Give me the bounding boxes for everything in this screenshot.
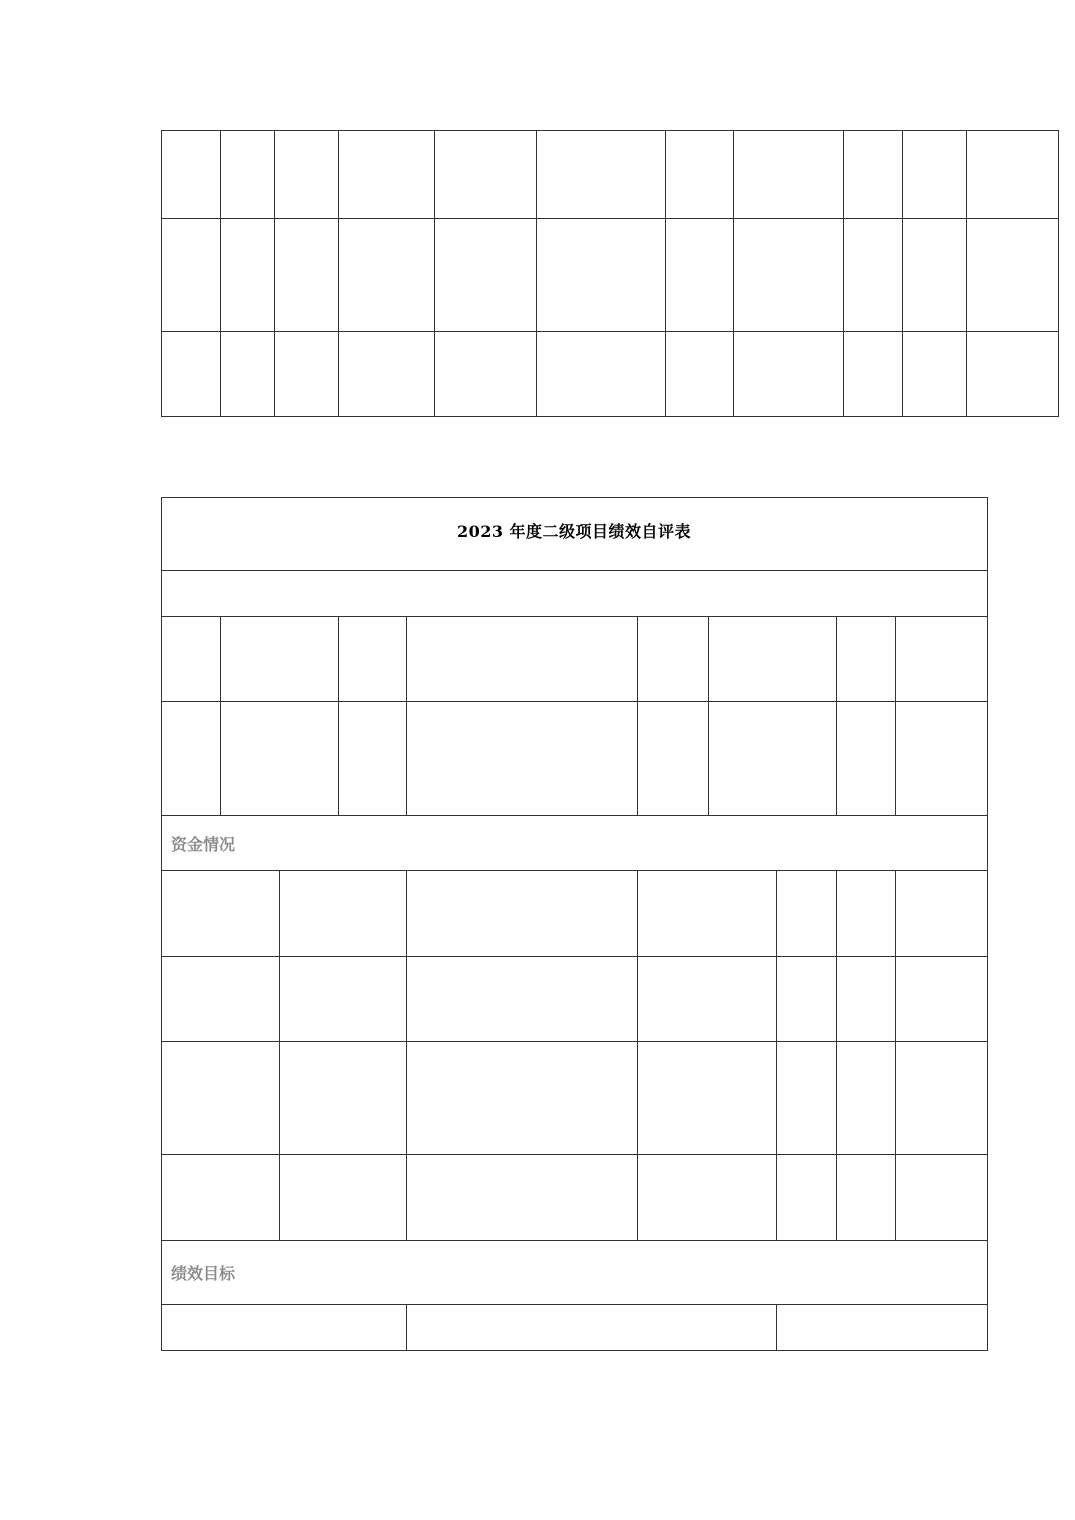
section-targets-label: 绩效目标 xyxy=(171,1264,236,1283)
row-divider xyxy=(161,1240,988,1241)
info-col-divider xyxy=(708,616,709,815)
info-col-divider xyxy=(406,616,407,815)
top-table-row-divider xyxy=(161,218,1059,219)
info-col-divider xyxy=(836,616,837,815)
funding-col-divider xyxy=(776,870,777,1240)
funding-col-divider xyxy=(637,870,638,1240)
top-table-row-divider xyxy=(161,331,1059,332)
info-col-divider xyxy=(220,616,221,815)
row-divider xyxy=(161,815,988,816)
funding-col-divider xyxy=(279,870,280,1240)
info-col-divider xyxy=(637,616,638,815)
targets-col-divider xyxy=(776,1304,777,1351)
row-divider xyxy=(161,616,988,617)
top-table-col-divider xyxy=(733,130,734,417)
evaluation-table xyxy=(161,497,988,1351)
info-col-divider xyxy=(338,616,339,815)
top-table-col-divider xyxy=(902,130,903,417)
table-title: 2023 年度二级项目绩效自评表 xyxy=(456,522,692,541)
top-table-col-divider xyxy=(966,130,967,417)
row-divider xyxy=(161,1154,988,1155)
row-divider xyxy=(161,870,988,871)
row-divider xyxy=(161,1304,988,1305)
targets-col-divider xyxy=(406,1304,407,1351)
top-table-col-divider xyxy=(434,130,435,417)
funding-col-divider xyxy=(895,870,896,1240)
top-table-col-divider xyxy=(843,130,844,417)
row-divider xyxy=(161,570,988,571)
top-table-col-divider xyxy=(274,130,275,417)
funding-col-divider xyxy=(836,870,837,1240)
section-funding-label: 资金情况 xyxy=(171,835,236,854)
top-table-col-divider xyxy=(338,130,339,417)
row-divider xyxy=(161,956,988,957)
row-divider xyxy=(161,1041,988,1042)
top-table-col-divider xyxy=(220,130,221,417)
top-table xyxy=(161,130,1059,417)
top-table-col-divider xyxy=(536,130,537,417)
row-divider xyxy=(161,701,988,702)
top-table-col-divider xyxy=(665,130,666,417)
info-col-divider xyxy=(895,616,896,815)
funding-col-divider xyxy=(406,870,407,1240)
